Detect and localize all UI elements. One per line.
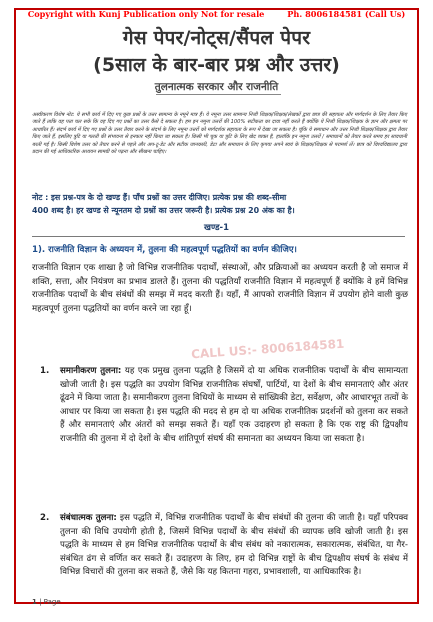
page-label: | Page — [36, 598, 61, 606]
item-text: यह एक प्रमुख तुलना पद्धति है जिसमें दो या अधिक राजनीतिक पदार्थों के बीच सामान्यता खोजी जाती है। इस पद्धति का उपयोग विभिन्न राजनीतिक संघर्षों, पार्टियों, या देशों के बीच समानताएं और अंतर ढूंढने में किया जाता है। समानीकरण तुलना विधियों के माध्यम से सांख्यिकी डेटा, सर्वेक्षण, और आधारभूत तत्वों के आधार पर किया जा सकता है। इस पद्धति की मदद से हम दो या अधिक राजनीतिक प्रदर्शनों को तुलना कर सकते हैं और समानताएं और अंतरों को समझ सकते हैं। यहाँ एक उदाहरण हो सकता है कि एक राष्ट्र की द्विपक्षीय राजनीति की तुलना में दो देशों के बीच शांतिपूर्ण संघर्ष की समानता का अध्ययन किया जा सकता है। — [60, 366, 408, 444]
phone-text: Ph. 8006184581 (Call Us) — [287, 9, 406, 19]
copyright-banner — [16, 9, 417, 19]
note-line-2: 400 शब्द है। हर खण्ड से न्यूनतम दो प्रश्नों का उत्तर जरूरी है। प्रत्येक प्रश्न 20 अंक का है। — [32, 206, 295, 215]
item-number: 1. — [40, 366, 50, 376]
intro-paragraph: राजनीति विज्ञान एक शाखा है जो विभिन्न राजनीतिक पदार्थों, संस्थाओं, और प्रक्रियाओं का अध्ययन करती है जो समाज में शक्ति, सत्ता, और नियंत्रण का प्रभाव डालते हैं। तुलना की पद्धतियाँ राजनीति विज्ञान में महत्वपूर्ण हैं क्योंकि वे हमें विभिन्न राजनीतिक पदार्थों के बीच संबंधों की समझ में मदद करती हैं। यहाँ, मैं आपको राजनीति विज्ञान में उपयोग होने वाली कुछ महत्वपूर्ण तुलना पद्धतियों का वर्णन करने जा रहा हूँ। — [32, 263, 408, 314]
item-heading: संबंधात्मक तुलना: — [60, 513, 117, 523]
section-divider — [32, 236, 405, 237]
exam-note — [32, 191, 410, 217]
list-item — [40, 512, 408, 580]
subject-title: तुलनात्मक सरकार और राजनीति — [154, 81, 279, 93]
subject-underline — [156, 94, 281, 95]
page-footer — [32, 598, 61, 606]
page-number: 1 — [32, 598, 37, 606]
section-heading: खण्ड-1 — [204, 223, 229, 233]
disclaimer-paragraph: अस्वीकरण विशेष नोट: ये सभी कार्य में दिए गए कुछ प्रश्नों के उत्तर सामान्य के नमूने मात्र हैं। ये नमूना उत्तर सामान्य निजी शिक्षक/शिक्षक/लेखकों द्वारा छात्र की सहायता और मार्गदर्शन के लिए तैयार किए जाते हैं ताकि वह पता चल सके कि वह दिए गए प्रश्नों का उत्तर कैसे दे सकता है। हम इन नमूना उत्तरों की 100% सटीकता का दावा नहीं करते हैं क्योंकि ये निजी शिक्षक/शिक्षक के ज्ञान और क्षमता पर आधारित हैं। संदर्भ कार्य में दिए गए प्रश्नों के उत्तर तैयार करने के संदर्भ के लिए नमूना उत्तरों को मार्गदर्शक सहायता के रूप में देखा जा सकता है। चूंकि ये समाधान और उत्तर निजी शिक्षक/शिक्षक द्वारा तैयार किए जाते हैं, इसलिए त्रुटि या गलती की संभावना से इनकार नहीं किया जा सकता है। किसी भी चूक या त्रुटि के लिए खेद व्यक्त है, हालांकि इन नमूना उत्तरों / समाधानों को तैयार करते समय हर सावधानी बरती गई है। किसी विशेष उत्तर को तैयार करने से पहले और अप-टू-डेट और सटीक जानकारी, डेटा और समाधान के लिए कृपया अपने स्वयं के शिक्षक/शिक्षक से परामर्श लें। छात्र को विश्वविद्यालय द्वारा प्रदान की गई आधिकारिक अध्ययन सामग्री को पढ़ना और सीखना चाहिए। — [32, 112, 407, 156]
page-title: गेस पेपर/नोट्स/सैंपल पेपर — [122, 27, 311, 49]
document-page — [14, 8, 419, 604]
item-heading: समानीकरण तुलना: — [60, 366, 122, 376]
copyright-text: Copyright with Kunj Publication only Not for resale — [27, 9, 265, 19]
watermark-text: CALL US:- 8006184581 — [190, 336, 345, 362]
item-body — [60, 512, 408, 580]
item-body — [60, 365, 408, 447]
note-line-1: नोट : इस प्रश्न-पत्र के दो खण्ड हैं। पाँच प्रश्नों का उत्तर दीजिए। प्रत्येक प्रश्न की शब्द-सीमा — [32, 193, 287, 202]
item-number: 2. — [40, 513, 50, 523]
list-item — [40, 365, 408, 447]
item-text: इस पद्धति में, विभिन्न राजनीतिक पदार्थों के बीच संबंधों की तुलना की जाती है। यहाँ परिपक्व तुलना की विधि उपयोगी होती है, जिसमें विभिन्न पदार्थों के बीच संबंधों की व्यापक छवि खोजी जाती है। इस पद्धति के माध्यम से हम विभिन्न राजनीतिक पदार्थों के बीच संबंध को नकारात्मक, सकारात्मक, संबंधित, या गैर-संबंधित ढंग से वर्णित कर सकते हैं। उदाहरण के लिए, हम दो विभिन्न राष्ट्रों के बीच द्विपक्षीय संघर्ष के संबंध में विभिन्न विचारों की तुलना कर सकते हैं, जैसे कि यह कितना गहरा, प्रभावशाली, या आधिकारिक है। — [60, 513, 408, 578]
question-heading: 1). राजनीति विज्ञान के अध्ययन में, तुलना की महत्वपूर्ण पद्धतियों का वर्णन कीजिए। — [32, 245, 297, 255]
page-subtitle: (5साल के बार-बार प्रश्न और उत्तर) — [93, 54, 340, 76]
